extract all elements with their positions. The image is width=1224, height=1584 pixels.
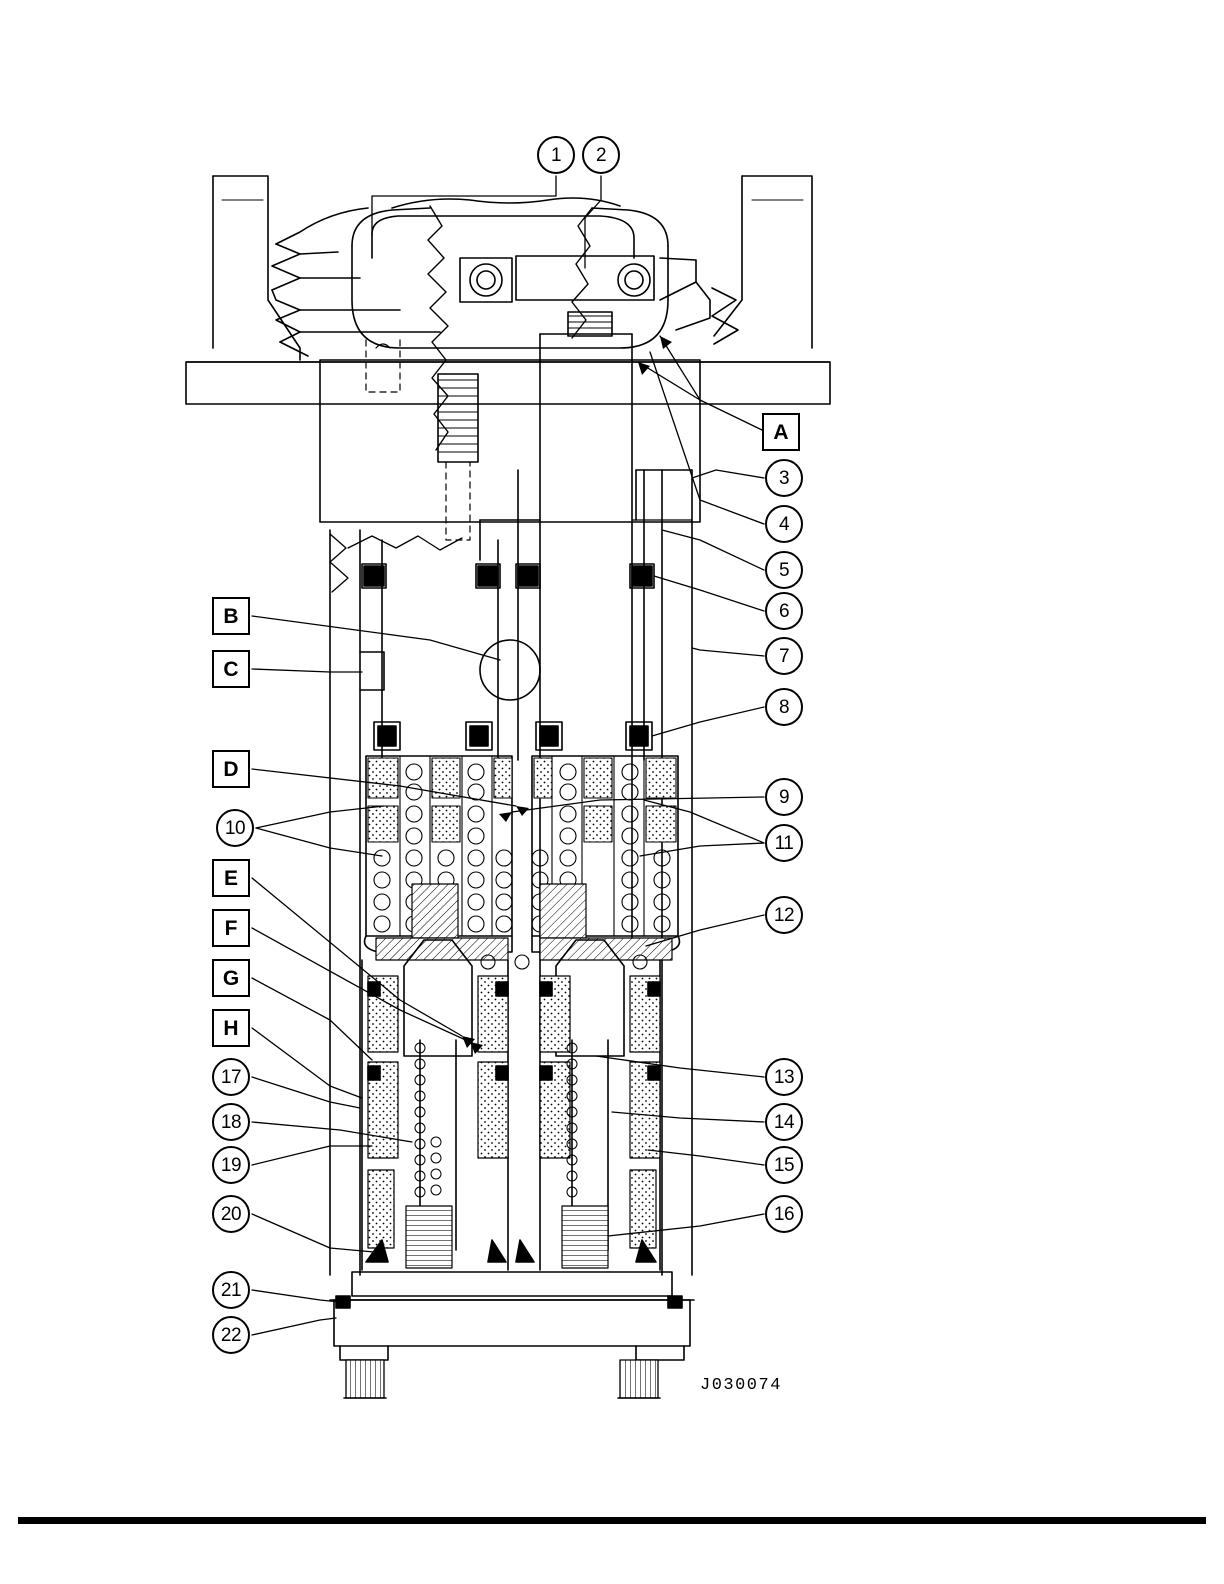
callout-number-16[interactable]: 16 [765,1195,803,1233]
callout-number-14[interactable]: 14 [765,1103,803,1141]
callout-number-20[interactable]: 20 [212,1195,250,1233]
callout-number-11[interactable]: 11 [765,824,803,862]
callout-number-8[interactable]: 8 [765,688,803,726]
callout-number-9[interactable]: 9 [765,778,803,816]
callout-number-12[interactable]: 12 [765,896,803,934]
page-footer-rule [18,1517,1206,1524]
callout-letter-a[interactable]: A [762,413,800,451]
callout-number-21[interactable]: 21 [212,1271,250,1309]
callout-number-3[interactable]: 3 [765,459,803,497]
callout-letter-d[interactable]: D [212,750,250,788]
callout-letter-e[interactable]: E [212,859,250,897]
callout-number-22[interactable]: 22 [212,1316,250,1354]
callout-number-7[interactable]: 7 [765,637,803,675]
callout-letter-h[interactable]: H [212,1009,250,1047]
callout-letter-b[interactable]: B [212,597,250,635]
callout-number-10[interactable]: 10 [216,809,254,847]
callout-number-17[interactable]: 17 [212,1058,250,1096]
callout-number-2[interactable]: 2 [582,136,620,174]
callout-number-18[interactable]: 18 [212,1103,250,1141]
callout-number-13[interactable]: 13 [765,1058,803,1096]
callout-number-5[interactable]: 5 [765,551,803,589]
callout-number-1[interactable]: 1 [537,136,575,174]
callout-letter-g[interactable]: G [212,959,250,997]
figure-id-label: J030074 [700,1376,782,1395]
callout-number-6[interactable]: 6 [765,592,803,630]
callout-letter-c[interactable]: C [212,650,250,688]
callout-number-19[interactable]: 19 [212,1146,250,1184]
callout-number-4[interactable]: 4 [765,505,803,543]
callout-number-15[interactable]: 15 [765,1146,803,1184]
callout-letter-f[interactable]: F [212,909,250,947]
